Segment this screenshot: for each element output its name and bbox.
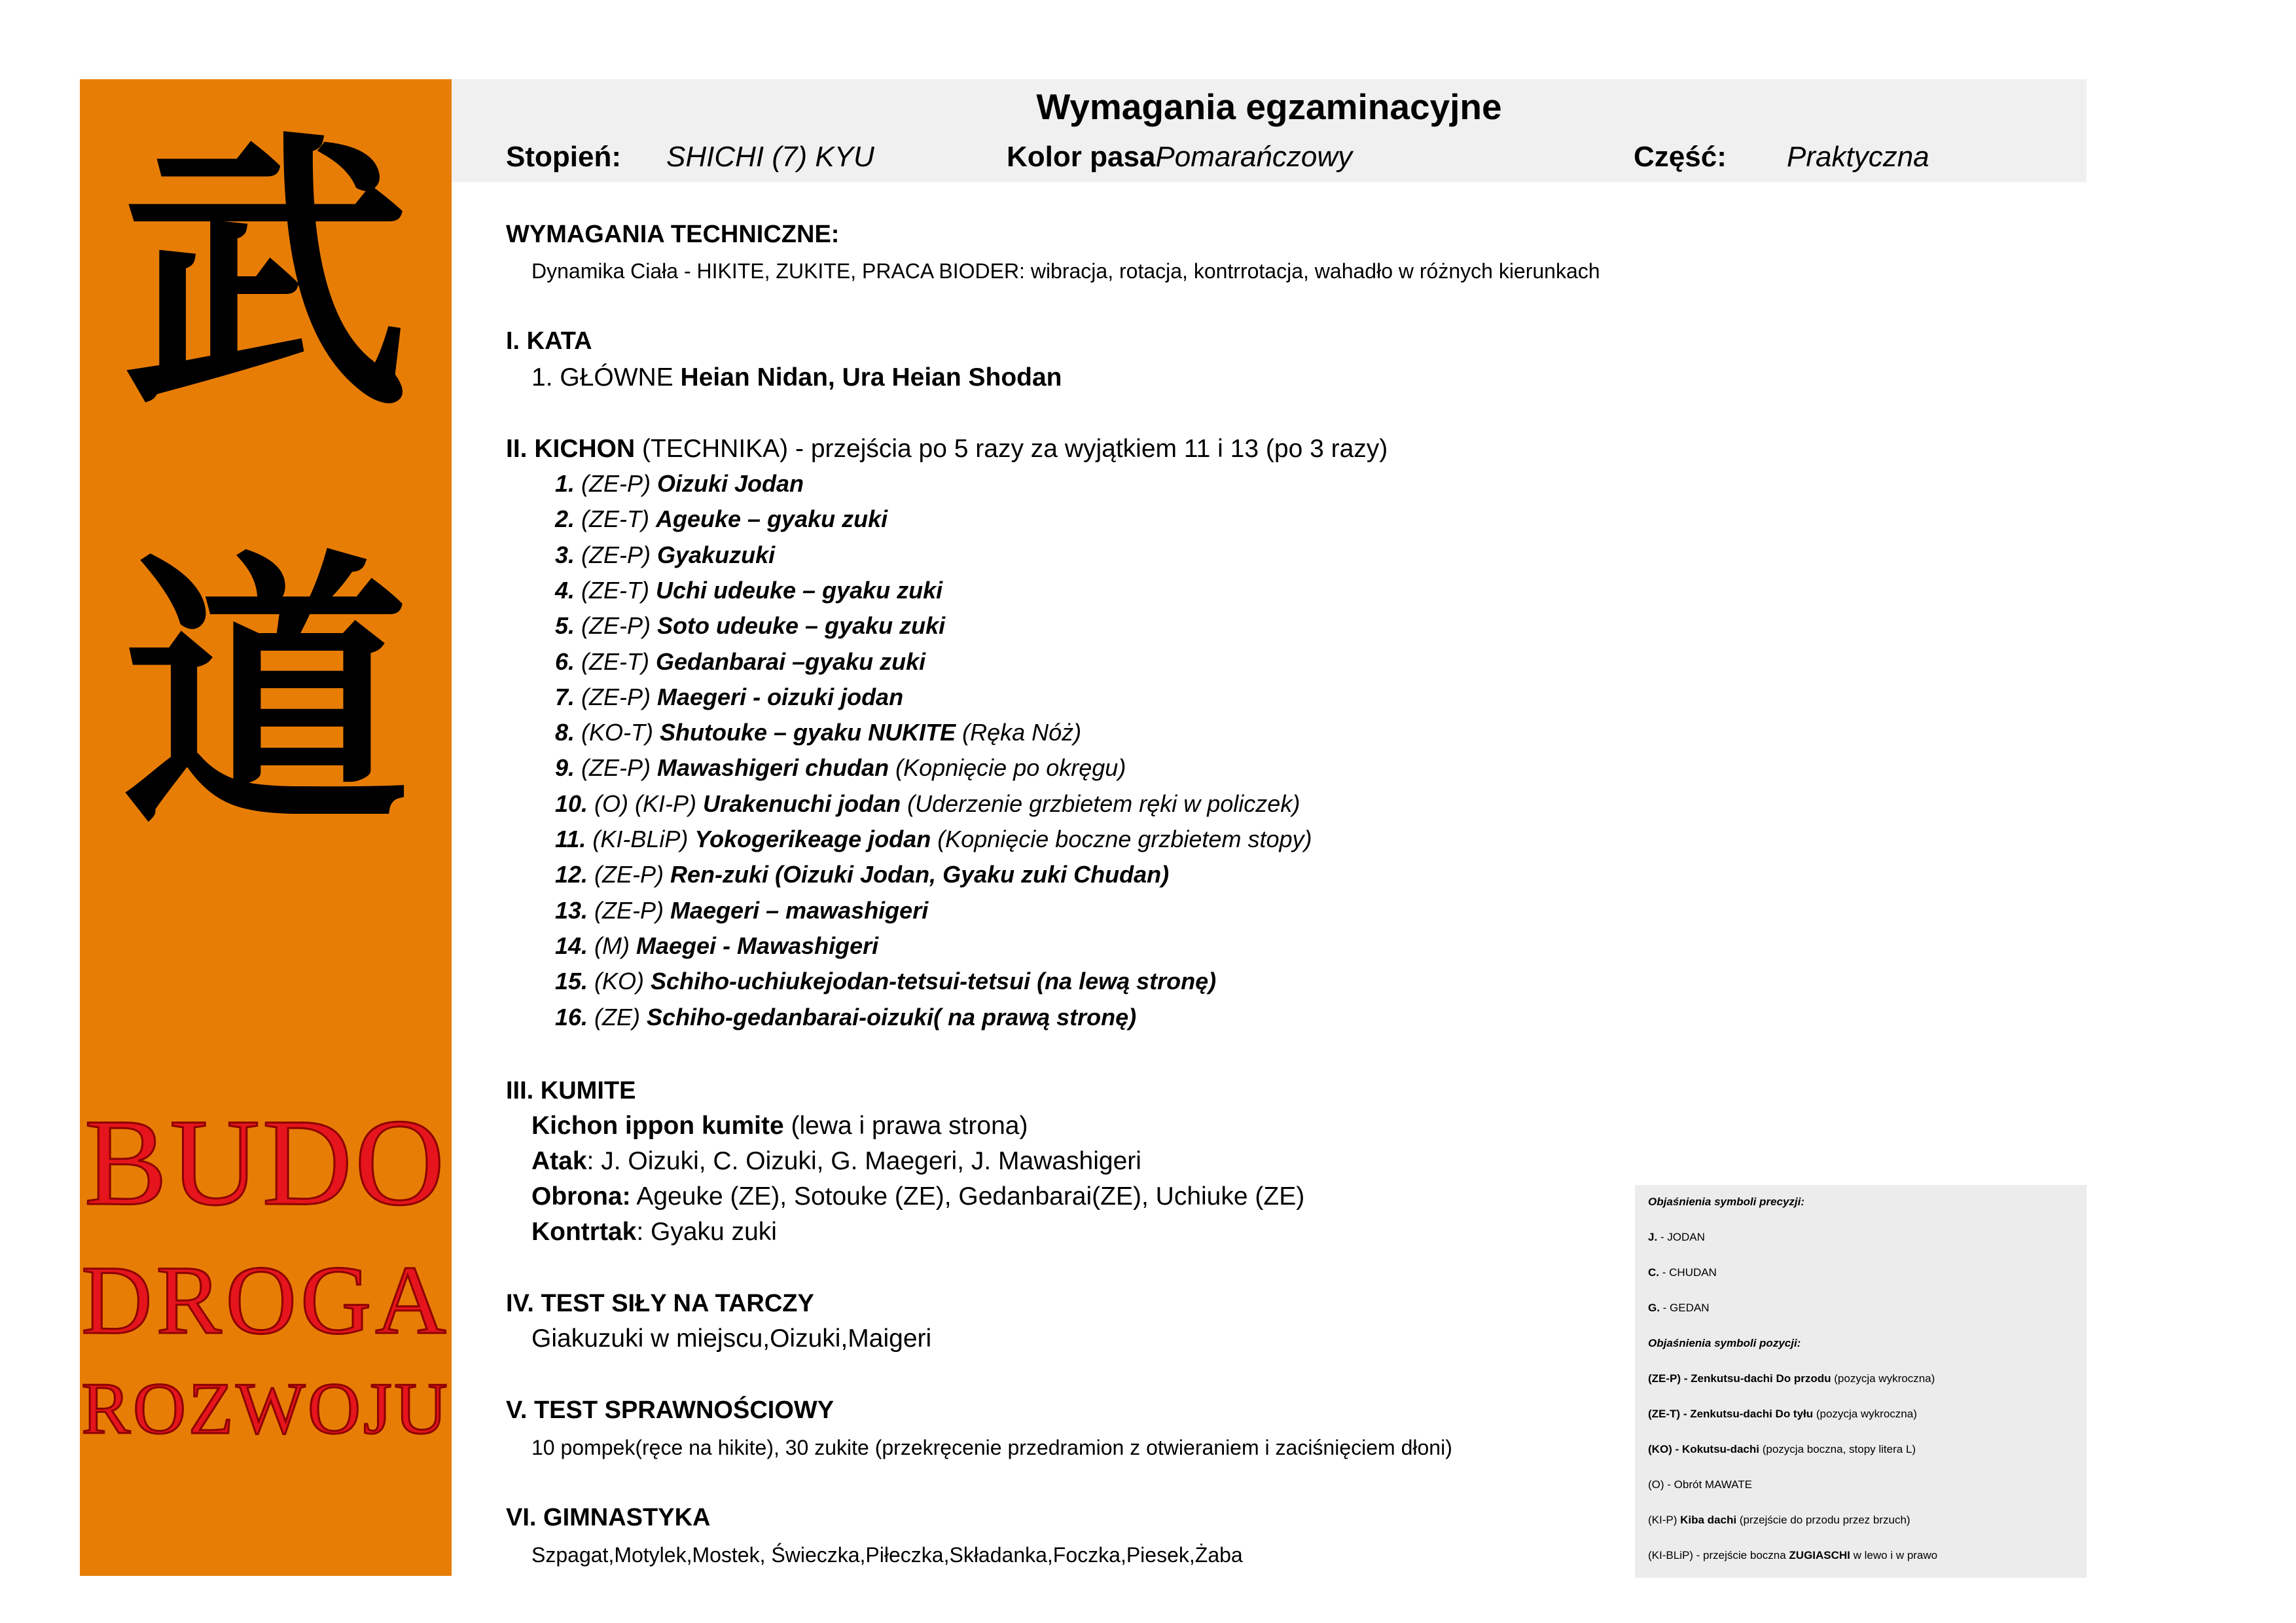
kichon-item [555,897,928,924]
legend-ko-rest: (pozycja boczna, stopy litera L) [1759,1443,1916,1455]
kichon-item-position: (ZE-P) [575,612,658,639]
kichon-item-note: (Uderzenie grzbietem ręki w policzek) [901,790,1300,817]
kichon-item-note: (Ręka Nóż) [956,719,1082,746]
gym-text: Szpagat,Motylek,Mostek, Świeczka,Piłeczka,Składanka,Foczka,Piesek,Żaba [531,1543,1243,1567]
kanji-bu: 武 [122,106,410,445]
kichon-item [555,790,1300,818]
kichon-item-position: (ZE-P) [588,897,671,924]
legend-zet [1648,1408,1917,1421]
kichon-item-name: Ren-zuki (Oizuki Jodan, Gyaku zuki Chudan) [670,861,1170,888]
kichon-item [555,719,1081,746]
kichon-item-number: 16. [555,1004,588,1030]
banner-word-budo: BUDO [84,1094,448,1231]
fitness-heading: V. TEST SPRAWNOŚCIOWY [506,1396,834,1424]
legend-c-rest: - CHUDAN [1659,1266,1717,1279]
kumite-heading: III. KUMITE [506,1077,636,1104]
kichon-heading-rest: (TECHNIKA) - przejścia po 5 razy za wyjątkiem 11 i 13 (po 3 razy) [635,435,1388,463]
kichon-item [555,932,878,960]
czesc-value: Praktyczna [1787,141,1929,173]
kolor-pasa [1007,141,1352,173]
kumite-line-4-bold: Kontrtak [531,1218,637,1246]
kichon-item-position: (KO-T) [575,719,660,746]
kichon-item-number: 7. [555,684,575,710]
kichon-item-position: (ZE-T) [575,505,656,532]
kata-names: Heian Nidan, Ura Heian Shodan [680,363,1062,392]
kichon-item-number: 12. [555,861,588,888]
legend-box [1635,1185,2087,1578]
legend-j [1648,1231,1705,1244]
kichon-item-name: Oizuki Jodan [657,470,804,497]
kumite-line-4 [531,1218,777,1247]
legend-c-bold: C. [1648,1266,1659,1279]
kichon-item-number: 11. [555,826,586,852]
kichon-item-number: 1. [555,470,575,497]
kichon-item-position: (ZE-P) [575,754,658,781]
gym-heading: VI. GIMNASTYKA [506,1504,711,1531]
kumite-line-1-bold: Kichon ippon kumite [531,1112,784,1140]
kichon-item [555,861,1169,888]
kichon-item-position: (ZE-P) [588,861,671,888]
legend-kip-rest: (przejście do przodu przez brzuch) [1736,1514,1910,1526]
kumite-line-2-bold: Atak [531,1147,587,1175]
kichon-item [555,826,1312,853]
kichon-item [555,470,804,498]
kichon-item-number: 3. [555,541,575,568]
kichon-item-number: 2. [555,505,575,532]
stopien-value: SHICHI (7) KYU [666,141,874,173]
kichon-item-name: Urakenuchi jodan [703,790,901,817]
stopien-label: Stopień: [506,141,621,173]
legend-precision-heading: Objaśnienia symboli precyzji: [1648,1195,1805,1208]
kichon-item-name: Ageuke – gyaku zuki [656,505,888,532]
kata-line [531,363,1062,392]
legend-zep-rest: (pozycja wykroczna) [1831,1372,1935,1385]
kichon-item [555,612,945,640]
kichon-item-position: (ZE-P) [575,541,658,568]
legend-g-bold: G. [1648,1302,1660,1314]
kichon-item [555,1004,1136,1031]
kumite-line-3-bold: Obrona: [531,1182,631,1211]
header-band [452,79,2087,182]
kichon-item [555,754,1126,782]
kichon-item-note: (Kopnięcie po okręgu) [889,754,1126,781]
kichon-item-position: (ZE-P) [575,684,658,710]
legend-position-heading: Objaśnienia symboli pozycji: [1648,1337,1801,1349]
kichon-item-note: (Kopnięcie boczne grzbietem stopy) [931,826,1312,852]
kichon-item-number: 15. [555,968,588,994]
kichon-item-number: 10. [555,790,588,817]
kanji-do: 道 [122,525,410,864]
kichon-item-name: Maegeri – mawashigeri [670,897,929,924]
kichon-item-number: 14. [555,932,588,959]
strength-heading: IV. TEST SIŁY NA TARCZY [506,1290,814,1317]
kichon-item-name: Uchi udeuke – gyaku zuki [656,577,943,604]
legend-j-rest: - JODAN [1657,1231,1705,1243]
technical-text: Dynamika Ciała - HIKITE, ZUKITE, PRACA BIODER: wibracja, rotacja, kontrrotacja, wahadło w różnych kierunkach [531,259,1600,283]
legend-kiblip-rest: w lewo i w prawo [1850,1549,1938,1561]
legend-zet-bold: (ZE-T) - Zenkutsu-dachi Do tyłu [1648,1408,1814,1420]
kichon-item [555,541,775,569]
kolor-label: Kolor pasa [1007,141,1156,173]
kichon-item-name: Gedanbarai –gyaku zuki [656,648,926,675]
kichon-item-number: 13. [555,897,588,924]
kichon-item-number: 4. [555,577,575,604]
kichon-item-name: Shutouke – gyaku NUKITE [660,719,956,746]
legend-c [1648,1266,1717,1279]
banner-word-rozwoju: ROZWOJU [81,1368,450,1450]
kichon-item-position: (ZE-P) [575,470,658,497]
kichon-item-position: (ZE) [588,1004,647,1030]
banner-word-droga: DROGA [81,1246,450,1355]
legend-kip [1648,1514,1910,1527]
legend-zep [1648,1372,1935,1385]
legend-zet-rest: (pozycja wykroczna) [1813,1408,1917,1420]
fitness-text: 10 pompek(ręce na hikite), 30 zukite (przekręcenie przedramion z otwieraniem i zaciśnięciem dłoni) [531,1436,1452,1459]
kichon-item-number: 8. [555,719,575,746]
legend-j-bold: J. [1648,1231,1658,1243]
kichon-item [555,684,903,711]
kichon-item-name: Maegeri - oizuki jodan [657,684,904,710]
legend-kiblip-bold: ZUGIASCHI [1789,1549,1850,1561]
kumite-line-3 [531,1182,1304,1211]
legend-kiblip-pre: (KI-BLiP) - przejście boczna [1648,1549,1789,1561]
kumite-line-3-rest: Ageuke (ZE), Sotouke (ZE), Gedanbarai(ZE), Uchiuke (ZE) [630,1182,1305,1211]
kichon-item-name: Gyakuzuki [657,541,776,568]
legend-kiblip [1648,1549,1937,1562]
kumite-line-2 [531,1147,1141,1176]
kichon-item [555,505,888,533]
kichon-item-name: Soto udeuke – gyaku zuki [657,612,946,639]
czesc-label: Część: [1634,141,1727,173]
legend-g-rest: - GEDAN [1659,1302,1710,1314]
kumite-line-1-rest: (lewa i prawa strona) [783,1112,1028,1140]
kichon-heading-bold: II. KICHON [506,435,636,463]
kichon-item-position: (M) [588,932,637,959]
kichon-item-number: 6. [555,648,575,675]
kumite-line-2-rest: : J. Oizuki, C. Oizuki, G. Maegeri, J. Mawashigeri [586,1147,1141,1175]
kumite-line-4-rest: : Gyaku zuki [636,1218,777,1246]
kichon-item-name: Schiho-gedanbarai-oizuki( na prawą stronę) [647,1004,1137,1030]
kichon-item-position: (KO) [588,968,651,994]
kichon-item [555,648,925,676]
legend-g [1648,1302,1710,1315]
kichon-item-position: (KI-BLiP) [586,826,695,852]
kichon-item-name: Mawashigeri chudan [657,754,889,781]
legend-zep-bold: (ZE-P) - Zenkutsu-dachi Do przodu [1648,1372,1831,1385]
kichon-item-name: Maegei - Mawashigeri [636,932,879,959]
legend-ko-bold: (KO) - Kokutsu-dachi [1648,1443,1759,1455]
kichon-heading [506,435,1388,464]
kichon-item-position: (ZE-T) [575,577,656,604]
kichon-item-number: 5. [555,612,575,639]
strength-text: Giakuzuki w miejscu,Oizuki,Maigeri [531,1324,932,1353]
kichon-item-position: (ZE-T) [575,648,656,675]
legend-ko [1648,1443,1916,1456]
kichon-item-name: Yokogerikeage jodan [694,826,931,852]
kichon-item-name: Schiho-uchiukejodan-tetsui-tetsui (na lewą stronę) [651,968,1217,994]
page-title: Wymagania egzaminacyjne [1036,86,1502,127]
kichon-item [555,577,942,604]
legend-kip-pre: (KI-P) [1648,1514,1681,1526]
kolor-value: Pomarańczowy [1155,141,1353,173]
technical-heading: WYMAGANIA TECHNICZNE: [506,221,840,248]
kata-prefix: 1. GŁÓWNE [531,363,681,392]
legend-kip-bold: Kiba dachi [1680,1514,1737,1526]
kumite-line-1 [531,1112,1028,1140]
kichon-item-position: (O) (KI-P) [588,790,704,817]
legend-o: (O) - Obrót MAWATE [1648,1478,1752,1491]
kichon-item [555,968,1216,995]
kichon-item-number: 9. [555,754,575,781]
kata-heading: I. KATA [506,327,592,355]
sidebar-banner [80,79,452,1576]
